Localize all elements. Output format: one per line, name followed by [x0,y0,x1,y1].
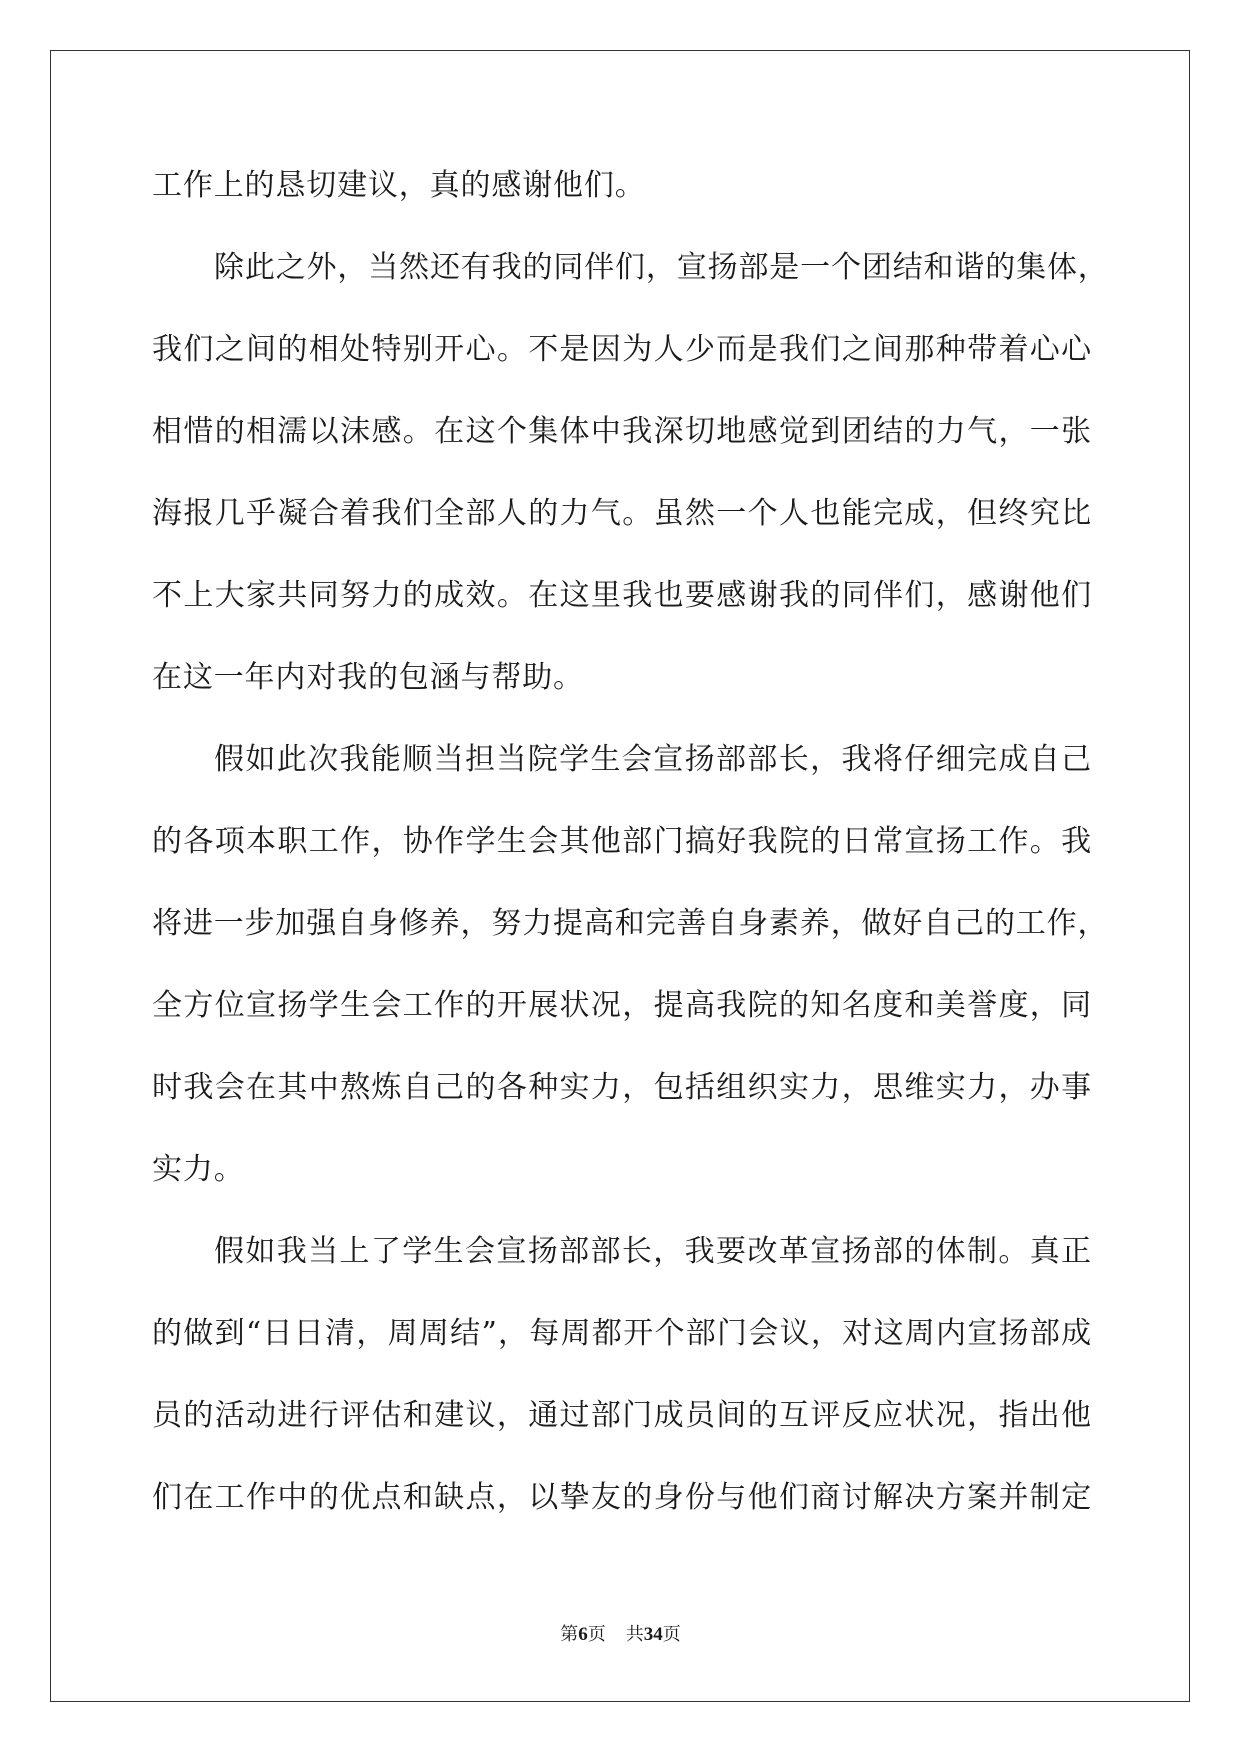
page-suffix: 页 [587,1624,606,1645]
text-line: 相惜的相濡以沫感。在这个集体中我深切地感觉到团结的力气，一张 [152,414,1092,449]
text-line: 工作上的恳切建议，真的感谢他们。 [152,168,646,203]
text-line: 的做到“日日清，周周结”，每周都开个部门会议，对这周内宣扬部成 [152,1316,1092,1351]
page-prefix: 第 [560,1624,579,1645]
text-line: 的各项本职工作，协作学生会其他部门搞好我院的日常宣扬工作。我 [152,824,1092,859]
page-footer [0,1620,1241,1646]
text-line: 不上大家共同努力的成效。在这里我也要感谢我的同伴们，感谢他们 [152,578,1092,613]
text-line: 将进一步加强自身修养，努力提高和完善自身素养，做好自己的工作， [152,906,1109,941]
text-line: 实力。 [152,1152,245,1187]
total-suffix: 页 [662,1624,681,1645]
document-body [152,160,1109,1554]
paragraph-start-line: 假如此次我能顺当担当院学生会宣扬部部长，我将仔细完成自己 [214,742,1092,777]
text-line: 海报几乎凝合着我们全部人的力气。虽然一个人也能完成，但终究比 [152,496,1092,531]
page-number: 6 [578,1624,588,1645]
text-line: 在这一年内对我的包涵与帮助。 [152,660,584,695]
text-line: 全方位宣扬学生会工作的开展状况，提高我院的知名度和美誉度，同 [152,988,1092,1023]
text-line: 我们之间的相处特别开心。不是因为人少而是我们之间那种带着心心 [152,332,1092,367]
total-pages: 34 [643,1624,663,1645]
paragraph-start-line: 除此之外，当然还有我的同伴们，宣扬部是一个团结和谐的集体， [214,250,1109,285]
text-line: 员的活动进行评估和建议，通过部门成员间的互评反应状况，指出他 [152,1398,1092,1433]
text-line: 时我会在其中熬炼自己的各种实力，包括组织实力，思维实力，办事 [152,1070,1092,1105]
paragraph-start-line: 假如我当上了学生会宣扬部部长，我要改革宣扬部的体制。真正 [214,1234,1092,1269]
total-prefix: 共 [625,1624,644,1645]
text-line: 们在工作中的优点和缺点，以挚友的身份与他们商讨解决方案并制定 [152,1480,1092,1515]
